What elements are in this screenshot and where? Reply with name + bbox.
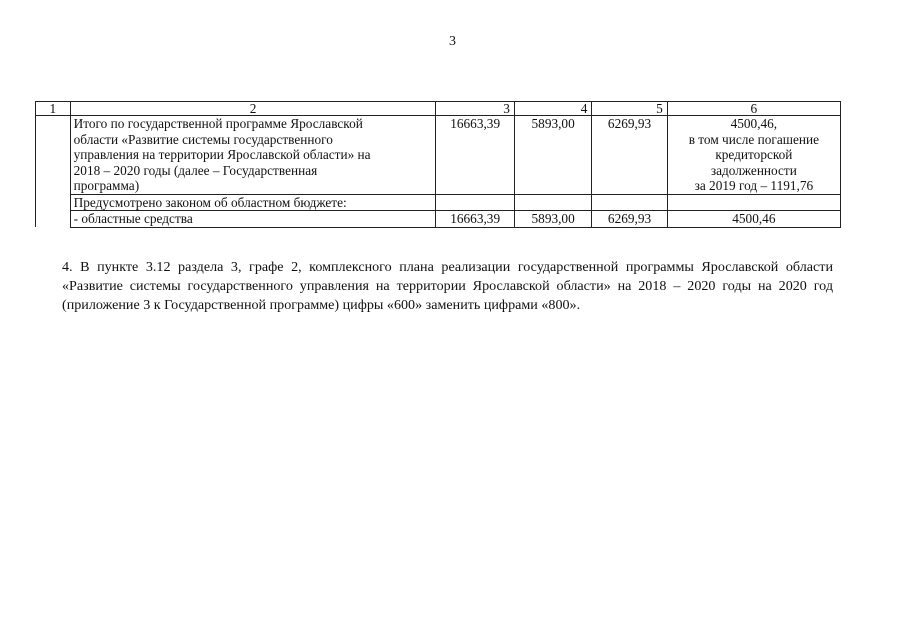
amendment-paragraph: 4. В пункте 3.12 раздела 3, графе 2, комплексного плана реализации государственной программы Ярославской области «Развитие системы государственного управления на территории Ярославской области» на 2018 – 2020 годы на 2020 год (приложение 3 к Государственной программе) цифры «600» заменить цифрами «800». <box>62 259 833 313</box>
budget-table <box>35 101 841 228</box>
regional-2018-cell: 5893,00 <box>514 211 591 228</box>
header-cell-3: 3 <box>436 102 514 116</box>
table-row-regional <box>36 211 841 228</box>
total-sum-cell: 16663,39 <box>436 116 514 195</box>
table-row-provided <box>36 194 841 211</box>
page-number: 3 <box>449 34 456 49</box>
total-description-line: Итого по государственной программе Ярославской <box>73 116 363 131</box>
total-2020-line: задолженности <box>710 162 797 178</box>
table-row-total <box>36 116 841 195</box>
header-cell-2: 2 <box>70 102 436 116</box>
provided-empty-cell <box>592 194 667 211</box>
header-cell-6: 6 <box>667 102 840 116</box>
total-description-line: 2018 – 2020 годы (далее – Государственная <box>73 162 318 178</box>
total-2019-cell: 6269,93 <box>592 116 667 195</box>
total-2020-line: за 2019 год – 1191,76 <box>694 178 814 193</box>
regional-sum-cell: 16663,39 <box>436 211 514 228</box>
total-2020-cell <box>667 116 840 195</box>
provided-empty-cell <box>436 194 514 211</box>
provided-description-cell: Предусмотрено законом об областном бюджете: <box>70 194 436 211</box>
total-2018-cell: 5893,00 <box>514 116 591 195</box>
regional-2020-cell: 4500,46 <box>667 211 840 228</box>
row-number-cell <box>36 116 71 228</box>
regional-description-cell: - областные средства <box>70 211 436 228</box>
total-2020-line: кредиторской <box>715 147 793 162</box>
provided-empty-cell <box>667 194 840 211</box>
total-2020-line: в том числе погашение <box>688 131 820 147</box>
header-cell-4: 4 <box>514 102 591 116</box>
total-2020-line: 4500,46, <box>730 116 778 131</box>
total-description-line: управления на территории Ярославской области» на <box>73 147 371 162</box>
total-description-line: программа) <box>73 178 140 193</box>
table-header-row <box>36 102 841 116</box>
header-cell-1: 1 <box>36 102 71 116</box>
total-description-cell <box>70 116 436 195</box>
regional-2019-cell: 6269,93 <box>592 211 667 228</box>
header-cell-5: 5 <box>592 102 667 116</box>
provided-empty-cell <box>514 194 591 211</box>
total-description-line: области «Развитие системы государственного <box>73 131 333 147</box>
